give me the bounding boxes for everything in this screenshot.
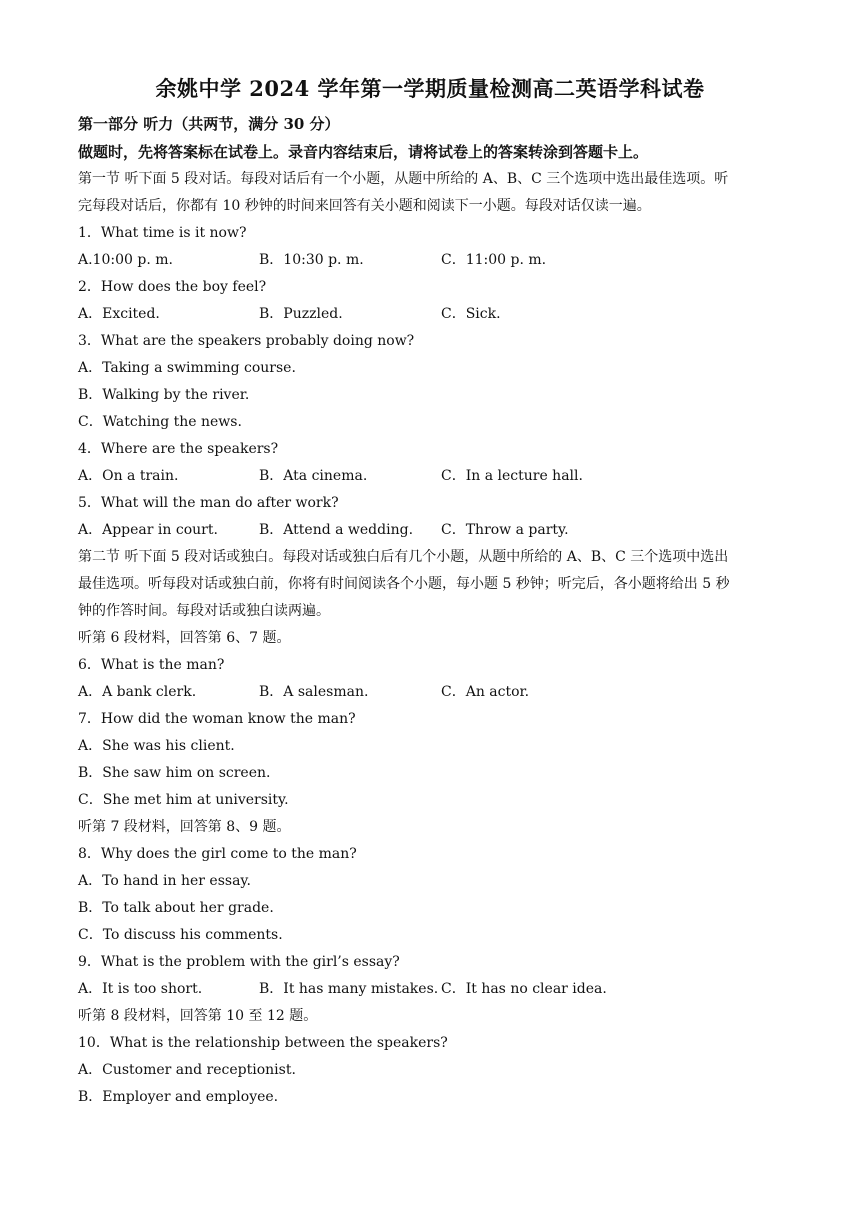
exam-title: 余姚中学 2024 学年第一学期质量检测高二英语学科试卷 xyxy=(155,76,705,101)
option-b: B．A salesman. xyxy=(259,684,369,700)
option-c: C．It has no clear idea. xyxy=(441,981,607,997)
section2-intro-line3: 钟的作答时间。每段对话或独白读两遍。 xyxy=(78,603,330,619)
option-c: C．An actor. xyxy=(441,684,530,700)
section2-intro-line1: 第二节 听下面 5 段对话或独白。每段对话或独白后有几个小题，从题中所给的 A、B、C 三个选项中选出 xyxy=(78,549,729,565)
question-1-stem: 1．What time is it now? xyxy=(78,225,247,241)
option-b: B．10:30 p. m. xyxy=(259,252,364,268)
question-8-option-a: A．To hand in her essay. xyxy=(78,873,251,889)
question-3-stem: 3．What are the speakers probably doing now? xyxy=(78,333,415,349)
option-a: A．Excited. xyxy=(78,306,160,322)
material-6-note: 听第 6 段材料，回答第 6、7 题。 xyxy=(78,630,291,646)
material-8-note: 听第 8 段材料，回答第 10 至 12 题。 xyxy=(78,1008,318,1024)
option-a: A.10:00 p. m. xyxy=(78,252,173,268)
section2-intro-line2: 最佳选项。听每段对话或独白前，你将有时间阅读各个小题，每小题 5 秒钟；听完后，各小题将给出 5 秒 xyxy=(78,576,730,592)
option-b: B．Puzzled. xyxy=(259,306,343,322)
option-a: A．On a train. xyxy=(78,468,179,484)
question-7-option-c: C．She met him at university. xyxy=(78,792,289,808)
question-3-option-c: C．Watching the news. xyxy=(78,414,242,430)
question-10-stem: 10．What is the relationship between the speakers? xyxy=(78,1035,448,1051)
option-a: A．It is too short. xyxy=(78,981,203,997)
question-7-option-a: A．She was his client. xyxy=(78,738,235,754)
question-8-stem: 8．Why does the girl come to the man? xyxy=(78,846,357,862)
part1-instruction: 做题时，先将答案标在试卷上。录音内容结束后，请将试卷上的答案转涂到答题卡上。 xyxy=(78,143,649,161)
question-8-option-c: C．To discuss his comments. xyxy=(78,927,283,943)
option-a: A．A bank clerk. xyxy=(78,684,197,700)
question-7-stem: 7．How did the woman know the man? xyxy=(78,711,356,727)
question-7-option-b: B．She saw him on screen. xyxy=(78,765,271,781)
section1-intro-line2: 完每段对话后，你都有 10 秒钟的时间来回答有关小题和阅读下一小题。每段对话仅读一遍。 xyxy=(78,198,651,214)
question-8-option-b: B．To talk about her grade. xyxy=(78,900,274,916)
question-6-stem: 6．What is the man? xyxy=(78,657,225,673)
option-b: B．It has many mistakes. xyxy=(259,981,439,997)
question-3-option-b: B．Walking by the river. xyxy=(78,387,250,403)
question-4-stem: 4．Where are the speakers? xyxy=(78,441,279,457)
option-c: C．11:00 p. m. xyxy=(441,252,547,268)
question-5-stem: 5．What will the man do after work? xyxy=(78,495,339,511)
question-10-option-a: A．Customer and receptionist. xyxy=(78,1062,296,1078)
option-b: B．Attend a wedding. xyxy=(259,522,414,538)
question-9-stem: 9．What is the problem with the girl’s essay? xyxy=(78,954,400,970)
option-a: A．Appear in court. xyxy=(78,522,218,538)
option-b: B．Ata cinema. xyxy=(259,468,368,484)
option-c: C．Throw a party. xyxy=(441,522,569,538)
question-2-stem: 2．How does the boy feel? xyxy=(78,279,267,295)
part1-heading: 第一部分 听力（共两节，满分 30 分） xyxy=(78,115,340,133)
question-10-option-b: B．Employer and employee. xyxy=(78,1089,279,1105)
option-c: C．In a lecture hall. xyxy=(441,468,583,484)
section1-intro-line1: 第一节 听下面 5 段对话。每段对话后有一个小题，从题中所给的 A、B、C 三个选项中选出最佳选项。听 xyxy=(78,171,729,187)
question-3-option-a: A．Taking a swimming course. xyxy=(78,360,296,376)
option-c: C．Sick. xyxy=(441,306,501,322)
material-7-note: 听第 7 段材料，回答第 8、9 题。 xyxy=(78,819,291,835)
